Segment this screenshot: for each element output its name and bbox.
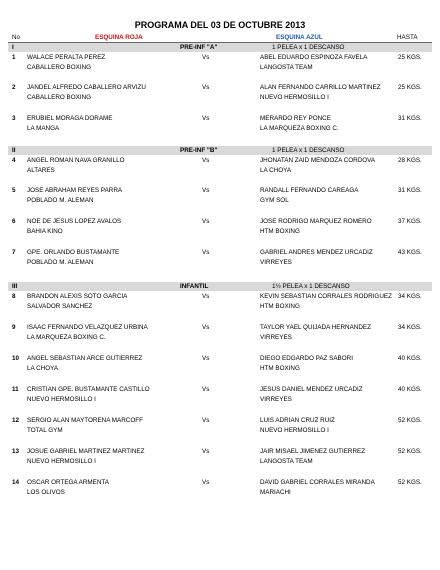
- versus-label: Vs: [202, 386, 210, 393]
- weight-limit: 34 KGS.: [398, 324, 422, 331]
- weight-limit: 52 KGS.: [398, 417, 422, 424]
- red-boxer-team: LOS OLIVOS: [27, 489, 65, 496]
- section-roman: III: [12, 283, 18, 290]
- blue-boxer-name: MERARDO REY PONCE: [260, 115, 331, 122]
- blue-boxer-team: LANGOSTA TEAM: [260, 458, 313, 465]
- red-boxer-team: CABALLERO BOXING: [27, 64, 92, 71]
- red-boxer-team: CABALLERO BOXING: [27, 94, 92, 101]
- versus-label: Vs: [202, 218, 210, 225]
- blue-boxer-name: KEVIN SEBASTIAN CORRALES RODRIGUEZ: [260, 293, 392, 300]
- section-format: 1 PELEA x 1 DESCANSO: [272, 44, 345, 51]
- weight-limit: 52 KGS.: [398, 479, 422, 486]
- versus-label: Vs: [202, 448, 210, 455]
- section-header: [8, 282, 432, 291]
- page-title: PROGRAMA DEL 03 DE OCTUBRE 2013: [134, 20, 306, 30]
- bout-row: [0, 115, 440, 137]
- versus-label: Vs: [202, 293, 210, 300]
- bout-number: 10: [12, 355, 20, 362]
- versus-label: Vs: [202, 84, 210, 91]
- versus-label: Vs: [202, 249, 210, 256]
- section-roman: II: [12, 147, 16, 154]
- blue-boxer-team: NUEVO HERMOSILLO I: [260, 94, 329, 101]
- weight-limit: 40 KGS.: [398, 355, 422, 362]
- bout-row: [0, 355, 440, 377]
- bout-row: [0, 324, 440, 346]
- red-boxer-name: ANGEL ROMAN NAVA GRANILLO: [27, 157, 125, 164]
- section-format: 1 PELEA x 1 DESCANSO: [272, 147, 345, 154]
- bout-number: 11: [12, 386, 19, 393]
- weight-limit: 31 KGS.: [398, 115, 422, 122]
- red-boxer-name: JOSUE GABRIEL MARTINEZ MARTINEZ: [27, 448, 145, 455]
- blue-boxer-team: LA CHOYA: [260, 167, 292, 174]
- blue-boxer-team: HTM BOXING: [260, 365, 300, 372]
- header-red-corner: ESQUINA ROJA: [95, 34, 143, 41]
- bout-row: [0, 417, 440, 439]
- red-boxer-team: ALTARES: [27, 167, 55, 174]
- bout-number: 8: [12, 293, 16, 300]
- blue-boxer-team: VIRREYES: [260, 334, 292, 341]
- blue-boxer-name: RANDALL FERNANDO CAREAGA: [260, 187, 359, 194]
- bout-number: 4: [12, 157, 16, 164]
- blue-boxer-name: JHONATAN ZAID MENDOZA CORDOVA: [260, 157, 376, 164]
- red-boxer-team: NUEVO HERMOSILLO I: [27, 396, 96, 403]
- red-boxer-team: SALVADOR SANCHEZ: [27, 303, 93, 310]
- weight-limit: 34 KGS.: [398, 293, 422, 300]
- red-boxer-name: WALACE PERALTA PEREZ: [27, 54, 106, 61]
- section-header: [8, 146, 432, 155]
- bout-row: [0, 218, 440, 240]
- versus-label: Vs: [202, 417, 210, 424]
- bout-row: [0, 249, 440, 271]
- versus-label: Vs: [202, 115, 210, 122]
- section-roman: I: [12, 44, 14, 51]
- bout-number: 6: [12, 218, 16, 225]
- versus-label: Vs: [202, 479, 210, 486]
- bout-number: 1: [12, 54, 16, 61]
- blue-boxer-name: ALAN FERNANDO CARRILLO MARTINEZ: [260, 84, 381, 91]
- section-format: 1½ PELEA x 1 DESCANSO: [272, 283, 350, 290]
- weight-limit: 43 KGS.: [398, 249, 422, 256]
- red-boxer-name: ERUBIEL MORAGA DORAME: [27, 115, 113, 122]
- versus-label: Vs: [202, 355, 210, 362]
- bout-row: [0, 293, 440, 315]
- bout-number: 13: [12, 448, 20, 455]
- weight-limit: 28 KGS.: [398, 157, 422, 164]
- bout-number: 5: [12, 187, 16, 194]
- red-boxer-name: NOE DE JESUS LOPEZ AVALOS: [27, 218, 122, 225]
- red-boxer-name: BRANDON ALEXIS SOTO GARCIA: [27, 293, 128, 300]
- red-boxer-name: ISAAC FERNANDO VELAZQUEZ URBINA: [27, 324, 148, 331]
- red-boxer-name: ANGEL SEBASTIAN ARCE GUTIERREZ: [27, 355, 143, 362]
- red-boxer-team: LA MANGA: [27, 125, 60, 132]
- red-boxer-team: NUEVO HERMOSILLO I: [27, 458, 96, 465]
- red-boxer-team: POBLADO M. ALEMAN: [27, 259, 94, 266]
- red-boxer-name: JANDEL ALFREDO CABALLERO ARVIZU: [27, 84, 146, 91]
- red-boxer-name: OSCAR ORTEGA ARMENTA: [27, 479, 109, 486]
- header-no: No: [12, 34, 21, 41]
- blue-boxer-team: HTM BOXING: [260, 303, 300, 310]
- bout-number: 12: [12, 417, 20, 424]
- blue-boxer-team: LANGOSTA TEAM: [260, 64, 313, 71]
- blue-boxer-name: LUIS ADRIAN CRUZ RUIZ: [260, 417, 335, 424]
- blue-boxer-team: VIRREYES: [260, 396, 292, 403]
- blue-boxer-team: VIRREYES: [260, 259, 292, 266]
- blue-boxer-name: DIEGO EDGARDO PAZ SABORI: [260, 355, 353, 362]
- weight-limit: 31 KGS.: [398, 187, 422, 194]
- weight-limit: 37 KGS.: [398, 218, 422, 225]
- bout-row: [0, 157, 440, 179]
- bout-number: 3: [12, 115, 16, 122]
- bout-row: [0, 54, 440, 76]
- bout-number: 14: [12, 479, 20, 486]
- red-boxer-name: SERGIO ALAN MAYTORENA MARCOFF: [27, 417, 143, 424]
- weight-limit: 52 KGS.: [398, 448, 422, 455]
- header-blue-corner: ESQUINA AZUL: [276, 34, 323, 41]
- red-boxer-team: LA CHOYA: [27, 365, 59, 372]
- weight-limit: 40 KGS.: [398, 386, 422, 393]
- bout-row: [0, 386, 440, 408]
- red-boxer-name: CRISTIAN GPE. BUSTAMANTE CASTILLO: [27, 386, 150, 393]
- blue-boxer-team: GYM SOL: [260, 197, 289, 204]
- bout-row: [0, 479, 440, 501]
- weight-limit: 25 KGS.: [398, 54, 422, 61]
- blue-boxer-name: ABEL EDUARDO ESPINOZA FAVELA: [260, 54, 368, 61]
- section-name: PRE-INF "A": [180, 44, 218, 51]
- red-boxer-team: BAHIA KINO: [27, 228, 63, 235]
- section-name: PRE-INF "B": [180, 147, 218, 154]
- red-boxer-team: POBLADO M. ALEMAN: [27, 197, 94, 204]
- header-weight: HASTA: [397, 34, 418, 41]
- bout-row: [0, 84, 440, 106]
- blue-boxer-name: TAYLOR YAEL QUIJADA HERNANDEZ: [260, 324, 371, 331]
- red-boxer-name: JOSE ABRAHAM REYES PARRA: [27, 187, 123, 194]
- blue-boxer-team: MARIACHI: [260, 489, 291, 496]
- blue-boxer-team: LA MARQUEZA BOXING C.: [260, 125, 339, 132]
- weight-limit: 25 KGS.: [398, 84, 422, 91]
- blue-boxer-name: DAVID GABRIEL CORRALES MIRANDA: [260, 479, 375, 486]
- versus-label: Vs: [202, 54, 210, 61]
- bout-number: 7: [12, 249, 16, 256]
- bout-number: 9: [12, 324, 16, 331]
- blue-boxer-name: GABRIEL ANDRES MENDEZ URCADIZ: [260, 249, 373, 256]
- section-header: [8, 43, 432, 52]
- versus-label: Vs: [202, 187, 210, 194]
- bout-row: [0, 187, 440, 209]
- versus-label: Vs: [202, 324, 210, 331]
- blue-boxer-team: HTM BOXING: [260, 228, 300, 235]
- blue-boxer-name: JAIR MISAEL JIMENEZ GUTIERREZ: [260, 448, 366, 455]
- bout-number: 2: [12, 84, 16, 91]
- red-boxer-name: GPE. ORLANDO BUSTAMANTE: [27, 249, 120, 256]
- bout-row: [0, 448, 440, 470]
- red-boxer-team: TOTAL GYM: [27, 427, 63, 434]
- blue-boxer-team: NUEVO HERMOSILLO I: [260, 427, 329, 434]
- versus-label: Vs: [202, 157, 210, 164]
- blue-boxer-name: JESUS DANIEL MENDEZ URCADIZ: [260, 386, 363, 393]
- section-name: INFANTIL: [180, 283, 209, 290]
- red-boxer-team: LA MARQUEZA BOXING C.: [27, 334, 106, 341]
- blue-boxer-name: JOSE RODRIGO MARQUEZ ROMERO: [260, 218, 372, 225]
